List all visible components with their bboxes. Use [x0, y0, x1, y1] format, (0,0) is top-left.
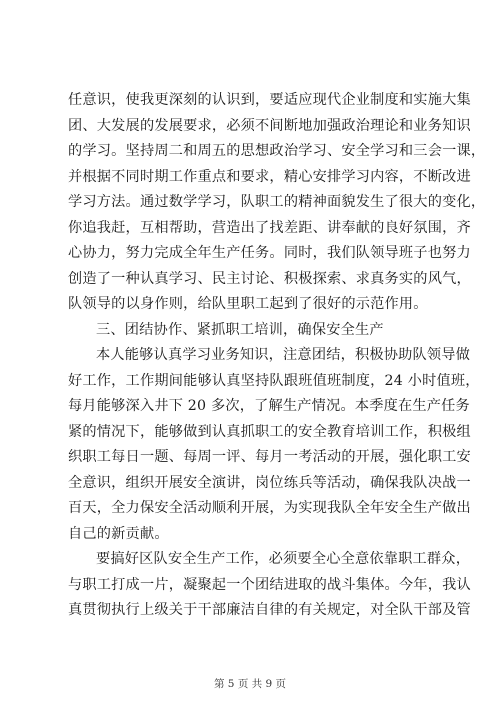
- text-line: 创造了一种认真学习、民主讨论、积极探索、求真务实的风气，: [68, 270, 471, 287]
- text-line: 自己的新贡献。: [68, 525, 169, 542]
- text-line: 任意识，使我更深刻的认识到，要适应现代企业制度和实施大集: [68, 92, 471, 108]
- text-line: 紧的情况下，能够做到认真抓职工的安全教育培训工作，积极组: [68, 423, 471, 440]
- page-footer: 第 5 页 共 9 页: [213, 678, 287, 690]
- text-line: 学习方法。通过数学学习，队职工的精神面貌发生了很大的变化，: [68, 194, 486, 210]
- text-line: 要搞好区队安全生产工作，必须要全心全意依靠职工群众，: [96, 551, 471, 567]
- text-line: 好工作，工作期间能够认真坚持队跟班值班制度，24 小时值班，: [68, 372, 480, 389]
- text-line: 并根据不同时期工作重点和要求，精心安排学习内容，不断改进: [68, 168, 471, 185]
- text-line: 织职工每日一题、每周一评、每月一考活动的开展，强化职工安: [68, 449, 471, 465]
- text-line: 的学习。坚持周二和周五的思想政治学习、安全学习和三会一课，: [68, 143, 486, 159]
- text-line: 全意识，组织开展安全演讲，岗位练兵等活动，确保我队决战一: [68, 474, 471, 491]
- text-line: 心协力，努力完成全年生产任务。同时，我们队领导班子也努力: [68, 245, 471, 261]
- document-body: [68, 88, 486, 624]
- text-line: 与职工打成一片，凝聚起一个团结进取的战斗集体。今年，我认: [68, 576, 471, 593]
- text-line: 本人能够认真学习业务知识，注意团结，积极协助队领导做: [96, 347, 471, 363]
- text-line: 每月能够深入井下 20 多次，了解生产情况。本季度在生产任务: [68, 398, 470, 414]
- text-line: 真贯彻执行上级关于干部廉洁自律的有关规定，对全队干部及管: [68, 602, 471, 618]
- text-line: 团、大发展的发展要求，必须不间断地加强政治理论和业务知识: [68, 117, 471, 134]
- text-line: 你追我赶，互相帮助，营造出了找差距、讲奉献的良好氛围，齐: [68, 219, 471, 236]
- text-line: 三、团结协作、紧抓职工培训，确保安全生产: [96, 321, 384, 338]
- text-line: 百天，全力保安全活动顺利开展，为实现我队全年安全生产做出: [68, 500, 471, 516]
- text-line: 队领导的以身作则，给队里职工起到了很好的示范作用。: [68, 296, 428, 312]
